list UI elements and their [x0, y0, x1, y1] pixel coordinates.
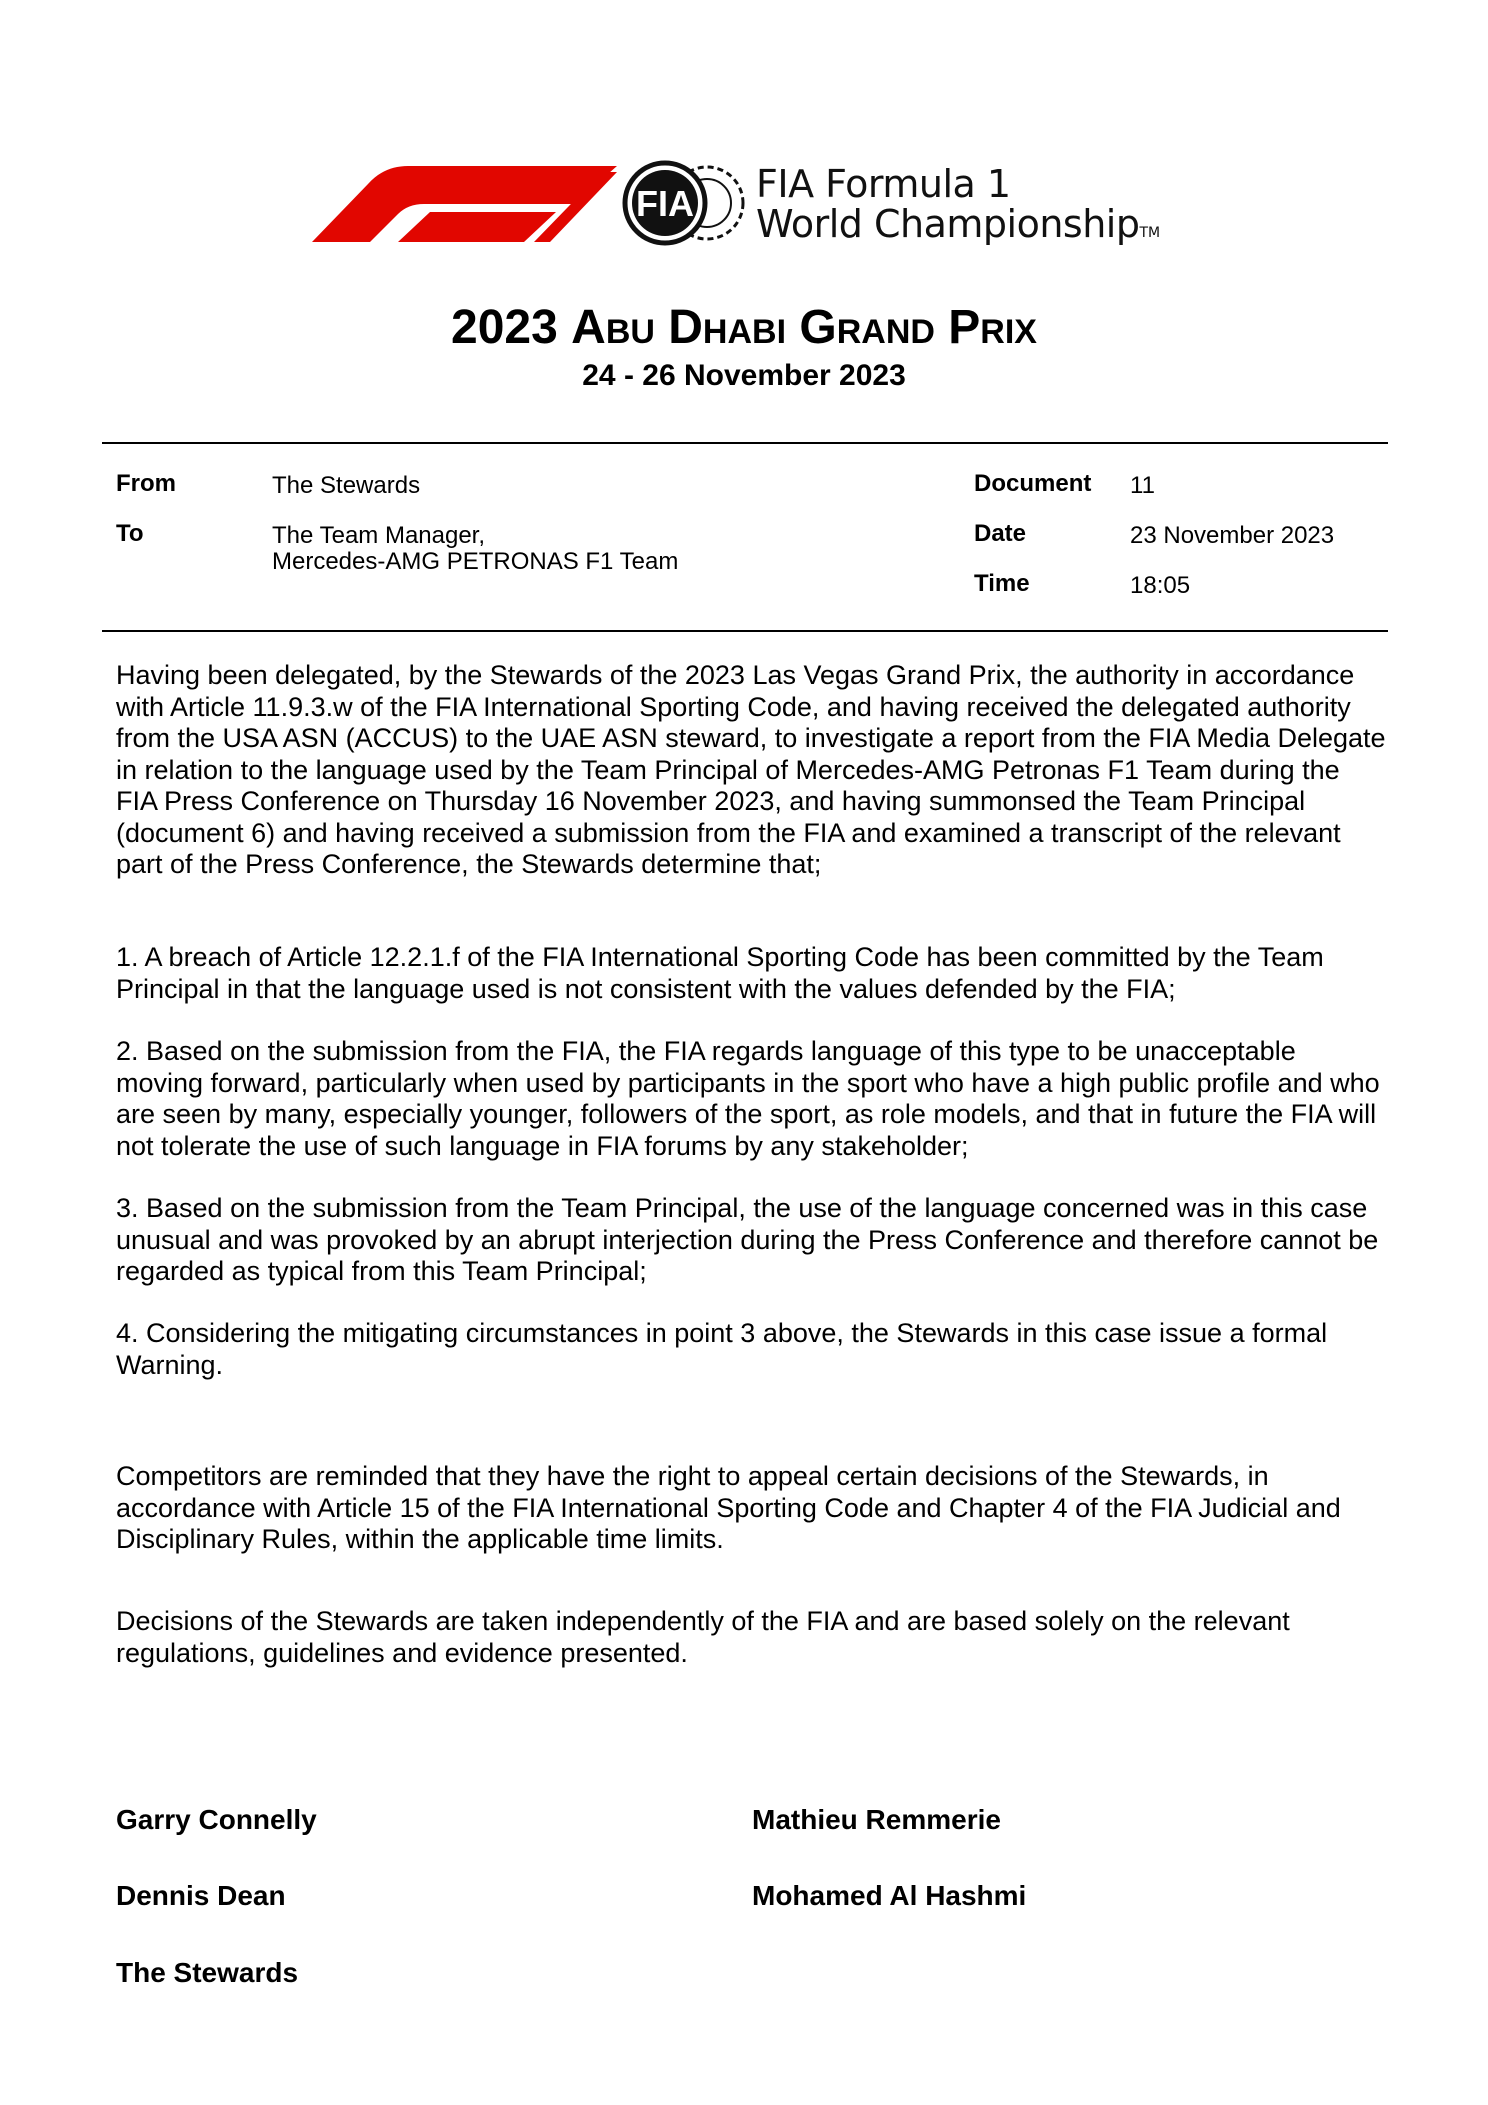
- fia-emblem-text: FIA: [636, 183, 694, 224]
- fia-emblem-icon: [617, 158, 747, 248]
- top-divider: [102, 442, 1388, 444]
- steward-name-1: Garry Connelly: [116, 1804, 317, 1835]
- title-year: 2023: [451, 301, 558, 354]
- steward-name-3: Dennis Dean: [116, 1880, 286, 1911]
- f1-logo-icon: [312, 158, 617, 242]
- title-event-name: Abu Dhabi Grand Prix: [571, 301, 1037, 354]
- date-value: 23 November 2023: [1130, 522, 1335, 549]
- date-label: Date: [974, 520, 1027, 547]
- bottom-divider: [102, 630, 1388, 632]
- steward-name-2: Mathieu Remmerie: [752, 1804, 1001, 1835]
- logo-line-2: World ChampionshipTM: [756, 202, 1161, 246]
- from-label: From: [116, 470, 176, 497]
- document-number: 11: [1130, 472, 1155, 499]
- decision-point-1: 1. A breach of Article 12.2.1.f of the FIA International Sporting Code has been committed by the Team Principal in that the language used is not consistent with the values defended by the FIA;: [116, 942, 1324, 1004]
- logo-wordmark: [756, 164, 1216, 253]
- time-value: 18:05: [1130, 572, 1191, 599]
- event-dates: 24 - 26 November 2023: [582, 359, 906, 392]
- to-label: To: [116, 520, 144, 547]
- independence-notice: Decisions of the Stewards are taken independently of the FIA and are based solely on the relevant regulations, guidelines and evidence presented.: [116, 1606, 1290, 1668]
- from-value: The Stewards: [272, 472, 421, 499]
- intro-paragraph: Having been delegated, by the Stewards of the 2023 Las Vegas Grand Prix, the authority in accordance with Article 11.9.3.w of the FIA International Sporting Code, and having received the delegated authority from the USA ASN (ACCUS) to the UAE ASN steward, to investigate a report from the FIA Media Delegate in relation to the language used by the Team Principal of Mercedes-AMG Petronas F1 Team during the FIA Press Conference on Thursday 16 November 2023, and having summonsed the Team Principal (document 6) and having received a submission from the FIA and examined a transcript of the relevant part of the Press Conference, the Stewards determine that;: [116, 660, 1386, 879]
- closing-signature: The Stewards: [116, 1957, 299, 1988]
- logo-line-1: FIA Formula 1: [756, 162, 1011, 206]
- document-label: Document: [974, 470, 1092, 497]
- decision-point-4: 4. Considering the mitigating circumstances in point 3 above, the Stewards in this case issue a formal Warning.: [116, 1318, 1328, 1380]
- decision-point-3: 3. Based on the submission from the Team Principal, the use of the language concerned was in this case unusual and was provoked by an abrupt interjection during the Press Conference and therefore cannot be regarded as typical from this Team Principal;: [116, 1193, 1379, 1286]
- fia-f1-logo: [312, 158, 1212, 258]
- trademark-mark: TM: [1139, 225, 1161, 241]
- time-label: Time: [974, 570, 1030, 597]
- page-title: [0, 300, 1488, 356]
- to-value-line-1: The Team Manager,: [272, 522, 486, 549]
- steward-name-4: Mohamed Al Hashmi: [752, 1880, 1027, 1911]
- appeal-notice: Competitors are reminded that they have the right to appeal certain decisions of the Stewards, in accordance with Article 15 of the FIA International Sporting Code and Chapter 4 of the FIA Judicial and Disciplinary Rules, within the applicable time limits.: [116, 1461, 1341, 1554]
- decision-point-2: 2. Based on the submission from the FIA, the FIA regards language of this type to be unacceptable moving forward, particularly when used by participants in the sport who have a high public profile and who are seen by many, especially younger, followers of the sport, as role models, and that in future the FIA will not tolerate the use of such language in FIA forums by any stakeholder;: [116, 1036, 1380, 1161]
- to-value-line-2: Mercedes-AMG PETRONAS F1 Team: [272, 548, 679, 575]
